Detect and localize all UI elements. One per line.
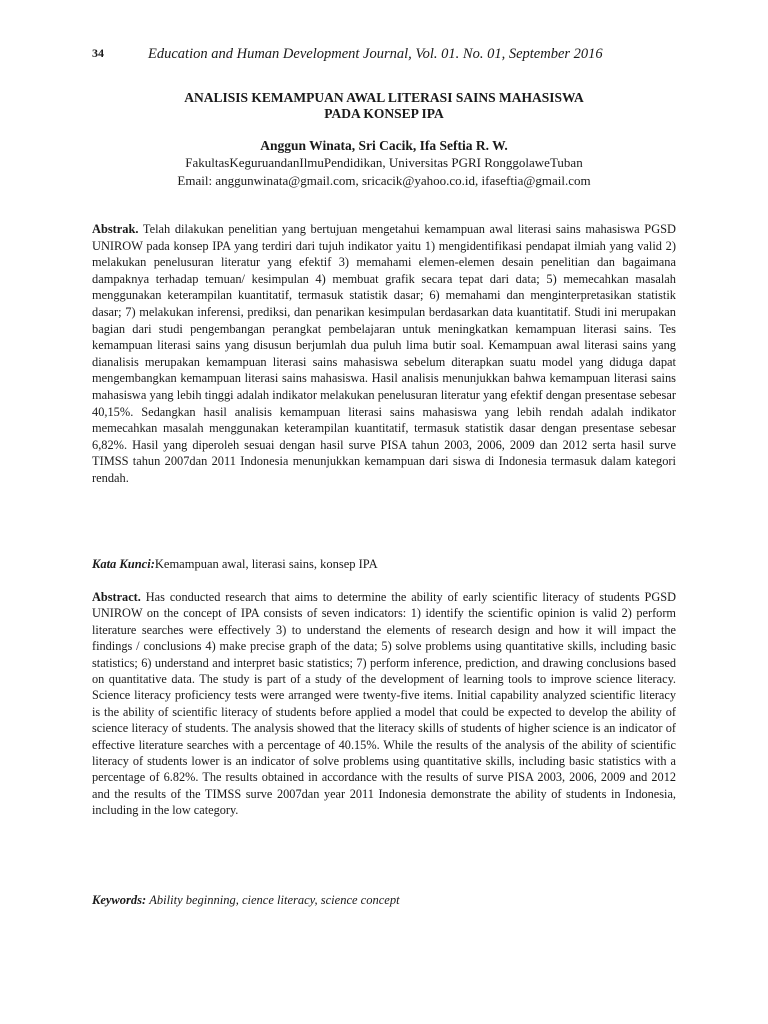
abstract-en-text: Has conducted research that aims to determine the ability of early scientific literacy of students PGSD UNIROW on the concept of IPA consists of seven indicators: 1) identify the scientific opinion is valid 2) perform literature searches were effectively 3) to understand the elements of research design and how it will impact the findings / conclusions 4) make precise graph of the data; 5) solve problems using quantitative skills, including basic statistics; 6) understand and interpret basic statistics; 7) perform inference, prediction, and drawing conclusions based on quantitative data. The study is part of a study of the development of learning tools to improve science literacy. Science literacy proficiency tests were arranged were twenty-five items. Initial capability analyzed scientific literacy is the ability of scientific literacy of students before applied a model that could be expected to develop the ability of science literacy of students. The analysis showed that the literacy skills of students of higher science is an indicator of effective literature searches with a percentage of 40.15%. While the results of the analysis of the ability of scientific literacy of students lower is an indicator of solve problems using quantitative skills, including basic statistics with a percentage of 6.82%. The results obtained in accordance with the results of surve PISA 2003, 2006, 2009 and 2012 and the results of the TIMSS surve 2007dan year 2011 Indonesia demonstrate the ability of students in Indonesia, including in the low category. [92,590,676,818]
keywords-id-text: Kemampuan awal, literasi sains, konsep IPA [154,557,378,571]
abstract-en-label: Abstract. [92,590,141,604]
email-line: Email: anggunwinata@gmail.com, sricacik@yahoo.co.id, ifaseftia@gmail.com [177,173,591,188]
abstract-id-text: Telah dilakukan penelitian yang bertujuan mengetahui kemampuan awal literasi sains mahasiswa PGSD UNIROW pada konsep IPA yang terdiri dari tujuh indikator yaitu 1) mengidentifikasi pendapat ilmiah yang valid 2) melakukan penelusuran literatur yang efektif 3) memahami elemen-elemen desain penelitian dan bagaimana dampaknya terhadap temuan/ kesimpulan 4) membuat grafik secara tepat dari data; 5) memecahkan masalah menggunakan keterampilan kuantitatif, termasuk statistik dasar; 6) memahami dan menginterpretasikan statistik dasar; 7) melakukan inferensi, prediksi, dan penarikan kesimpulan berdasarkan data kuantitatif. Studi ini merupakan bagian dari studi pengembangan perangkat pembelajaran untuk meningkatkan kemampuan literasi sains. Tes kemampuan literasi sains yang disusun berjumlah dua puluh lima butir soal. Kemampuan awal literasi sains yang dianalisis merupakan kemampuan literasi sains mahasiswa sebelum diterapkan suatu model yang diduga dapat mengembangkan kemampuan literasi sains mahasiswa. Hasil analisis menunjukkan bahwa kemampuan literasi sains mahasiswa yang lebih tinggi adalah indikator melakukan penelusuran literatur yang efektif dengan presentase sebesar 40,15%. Sedangkan hasil analisis kemampuan literasi sains mahasiswa yang lebih rendah adalah indikator memecahkan masalah menggunakan keterampilan kuantitatif, termasuk statistik dasar dengan presentase sebesar 6,82%. Hasil yang diperoleh sesuai dengan hasil surve PISA tahun 2003, 2006, 2009 dan 2012 serta hasil surve TIMSS tahun 2007dan 2011 Indonesia menunjukkan kemampuan dari siswa di Indonesia termasuk dalam kategori rendah. [92,222,676,485]
keywords-indonesian [92,557,676,572]
title-line-1: ANALISIS KEMAMPUAN AWAL LITERASI SAINS MAHASISWA [184,90,584,105]
paper-title [92,90,676,122]
keywords-english [92,893,676,908]
authors: Anggun Winata, Sri Cacik, Ifa Seftia R. W. [260,138,508,153]
keywords-id-label: Kata Kunci: [92,557,155,571]
title-line-2: PADA KONSEP IPA [324,106,444,121]
abstract-indonesian [92,221,676,487]
page-number: 34 [92,46,104,60]
keywords-en-label: Keywords: [92,893,147,907]
running-header: Education and Human Development Journal, Vol. 01. No. 01, September 2016 [148,46,603,62]
abstract-english [92,589,676,819]
keywords-en-text: Ability beginning, cience literacy, science concept [149,893,400,907]
affiliation: FakultasKeguruandanIlmuPendidikan, Universitas PGRI RonggolaweTuban [185,155,583,170]
abstract-id-label: Abstrak. [92,222,139,236]
